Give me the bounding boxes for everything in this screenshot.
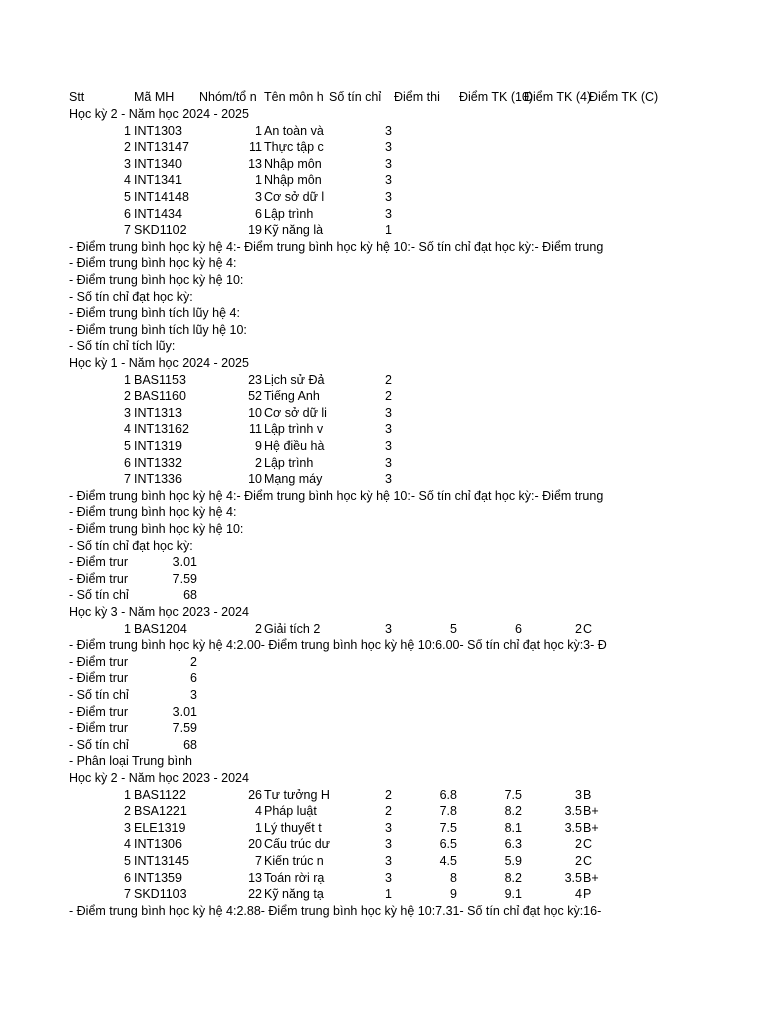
course-group: 4 bbox=[255, 804, 262, 819]
summary-value-row bbox=[0, 587, 768, 604]
course-stt: 1 bbox=[124, 621, 131, 636]
course-stt: 3 bbox=[124, 156, 131, 171]
course-credits: 3 bbox=[385, 123, 392, 138]
summary-text: - Điểm trung bình học kỳ hệ 10: bbox=[69, 522, 244, 536]
course-tk4: 3.5 bbox=[564, 870, 582, 885]
course-tkc: B bbox=[583, 787, 592, 802]
course-tk4 bbox=[524, 139, 582, 156]
header-row bbox=[0, 89, 768, 106]
course-exam bbox=[394, 388, 457, 405]
course-group: 2 bbox=[255, 621, 262, 636]
summary-row bbox=[0, 289, 768, 306]
course-exam bbox=[394, 471, 457, 488]
course-tk10 bbox=[459, 139, 522, 156]
course-group: 20 bbox=[248, 837, 262, 852]
course-code: BAS1160 bbox=[134, 389, 186, 404]
course-tk4: 2 bbox=[575, 837, 582, 852]
course-group: 10 bbox=[248, 472, 262, 487]
course-group: 13 bbox=[248, 156, 262, 171]
summary-value: 6 bbox=[190, 671, 197, 686]
course-name: Cơ sở dữ l bbox=[264, 190, 325, 204]
summary-value-row bbox=[0, 687, 768, 704]
course-tk4 bbox=[524, 123, 582, 140]
course-exam: 4.5 bbox=[439, 854, 457, 868]
course-stt: 5 bbox=[124, 439, 131, 453]
course-exam: 7.8 bbox=[439, 804, 457, 819]
course-exam bbox=[394, 421, 457, 438]
header-tkc: Điểm TK (C) bbox=[589, 90, 659, 104]
course-tk10 bbox=[459, 172, 522, 189]
course-tkc: C bbox=[583, 837, 593, 852]
course-tkc bbox=[583, 206, 654, 223]
course-exam: 6.5 bbox=[439, 837, 457, 852]
course-tk10: 6.3 bbox=[504, 837, 522, 852]
summary-row bbox=[0, 239, 768, 256]
course-tk10: 6 bbox=[515, 621, 522, 636]
summary-row bbox=[0, 305, 768, 322]
course-credits: 2 bbox=[385, 804, 392, 819]
course-credits: 3 bbox=[385, 422, 392, 437]
header-group: Nhóm/tổ n bbox=[199, 90, 257, 104]
course-tk10: 8.2 bbox=[504, 804, 522, 819]
summary-row bbox=[0, 504, 768, 521]
course-tk10 bbox=[459, 405, 522, 422]
header-credits: Số tín chỉ bbox=[329, 90, 382, 104]
semester-title: Học kỳ 2 - Năm học 2023 - 2024 bbox=[69, 771, 249, 785]
summary-value-row bbox=[0, 571, 768, 588]
course-tk4: 4 bbox=[575, 887, 582, 902]
course-group: 6 bbox=[255, 206, 262, 221]
course-code: INT13162 bbox=[134, 422, 189, 437]
semester-title-row bbox=[0, 604, 768, 621]
course-group: 52 bbox=[248, 389, 262, 404]
course-tkc: B+ bbox=[583, 820, 599, 835]
course-exam: 7.5 bbox=[439, 820, 457, 835]
course-tkc bbox=[583, 372, 654, 389]
course-stt: 5 bbox=[124, 854, 131, 868]
course-stt: 7 bbox=[124, 223, 131, 238]
summary-value-row bbox=[0, 670, 768, 687]
course-row bbox=[0, 853, 768, 870]
course-group: 9 bbox=[255, 439, 262, 453]
summary-row bbox=[0, 322, 768, 339]
course-credits: 2 bbox=[385, 372, 392, 387]
course-row bbox=[0, 621, 768, 638]
course-tkc bbox=[583, 438, 654, 455]
course-row bbox=[0, 820, 768, 837]
summary-row bbox=[0, 338, 768, 355]
semester-title-row bbox=[0, 106, 768, 123]
course-credits: 3 bbox=[385, 190, 392, 204]
course-group: 7 bbox=[255, 854, 262, 868]
course-name: Lập trình bbox=[264, 455, 314, 470]
course-tkc: C bbox=[583, 854, 593, 868]
course-tk10: 7.5 bbox=[504, 787, 522, 802]
course-code: ELE1319 bbox=[134, 820, 186, 835]
course-row bbox=[0, 455, 768, 472]
course-tkc bbox=[583, 471, 654, 488]
course-exam bbox=[394, 405, 457, 422]
course-code: INT13147 bbox=[134, 140, 189, 155]
course-tk4 bbox=[524, 405, 582, 422]
course-credits: 3 bbox=[385, 837, 392, 852]
course-code: INT1336 bbox=[134, 472, 182, 487]
course-code: INT1434 bbox=[134, 206, 182, 221]
course-row bbox=[0, 886, 768, 903]
course-tk4 bbox=[524, 222, 582, 239]
course-name: Thực tập c bbox=[264, 140, 324, 155]
summary-text: - Điểm trung bình tích lũy hệ 10: bbox=[69, 322, 247, 337]
summary-value-row bbox=[0, 720, 768, 737]
summary-row bbox=[0, 521, 768, 538]
course-tk10 bbox=[459, 156, 522, 173]
course-name: Giải tích 2 bbox=[264, 621, 321, 636]
course-name: Tiếng Anh bbox=[264, 389, 320, 404]
summary-value-row bbox=[0, 554, 768, 571]
course-credits: 3 bbox=[385, 206, 392, 221]
header-stt: Stt bbox=[69, 90, 85, 104]
course-name: Kỹ năng là bbox=[264, 223, 324, 238]
course-tkc bbox=[583, 139, 654, 156]
course-credits: 3 bbox=[385, 820, 392, 835]
summary-label: - Số tín chỉ bbox=[69, 588, 129, 603]
course-exam: 8 bbox=[450, 870, 457, 885]
header-exam: Điểm thi bbox=[394, 90, 440, 104]
course-tk10 bbox=[459, 123, 522, 140]
course-credits: 3 bbox=[385, 156, 392, 171]
course-row bbox=[0, 172, 768, 189]
course-code: SKD1103 bbox=[134, 887, 187, 902]
course-tk4 bbox=[524, 471, 582, 488]
course-name: Pháp luật bbox=[264, 804, 317, 819]
course-credits: 3 bbox=[385, 854, 392, 868]
summary-row bbox=[0, 753, 768, 770]
summary-text: - Điểm trung bình học kỳ hệ 4:- Điểm trung bình học kỳ hệ 10:- Số tín chỉ đạt học kỳ:- Điểm trung bbox=[69, 239, 604, 254]
course-tkc: B+ bbox=[583, 804, 599, 819]
course-credits: 3 bbox=[385, 621, 392, 636]
course-row bbox=[0, 156, 768, 173]
course-exam bbox=[394, 455, 457, 472]
header-code: Mã MH bbox=[134, 90, 175, 104]
course-name: Lịch sử Đả bbox=[264, 372, 325, 387]
course-tkc bbox=[583, 189, 654, 206]
summary-label: - Điểm trur bbox=[69, 555, 129, 570]
summary-text: - Số tín chỉ tích lũy: bbox=[69, 339, 176, 354]
course-stt: 4 bbox=[124, 173, 131, 188]
course-row bbox=[0, 803, 768, 820]
course-tk10 bbox=[459, 455, 522, 472]
summary-label: - Số tín chỉ bbox=[69, 737, 129, 752]
course-tk4 bbox=[524, 206, 582, 223]
course-stt: 5 bbox=[124, 190, 131, 204]
course-group: 1 bbox=[255, 173, 262, 188]
semester-title: Học kỳ 3 - Năm học 2023 - 2024 bbox=[69, 605, 249, 619]
course-credits: 2 bbox=[385, 389, 392, 404]
course-credits: 3 bbox=[385, 140, 392, 155]
course-credits: 3 bbox=[385, 439, 392, 453]
course-stt: 2 bbox=[124, 804, 131, 819]
course-tk4: 3.5 bbox=[564, 804, 582, 819]
header-tk4: Điểm TK (4) bbox=[524, 90, 592, 104]
course-name: Lập trình v bbox=[264, 422, 324, 437]
course-stt: 2 bbox=[124, 389, 131, 404]
summary-row bbox=[0, 538, 768, 555]
course-group: 23 bbox=[248, 372, 262, 387]
course-tk10: 9.1 bbox=[504, 887, 522, 902]
summary-text: - Điểm trung bình học kỳ hệ 10: bbox=[69, 273, 244, 287]
course-tkc bbox=[583, 222, 654, 239]
summary-value-row bbox=[0, 737, 768, 754]
course-tk10 bbox=[459, 372, 522, 389]
course-tk10 bbox=[459, 438, 522, 455]
course-credits: 3 bbox=[385, 455, 392, 470]
course-stt: 3 bbox=[124, 820, 131, 835]
course-group: 10 bbox=[248, 405, 262, 420]
course-row bbox=[0, 189, 768, 206]
course-tk10 bbox=[459, 206, 522, 223]
course-group: 11 bbox=[249, 422, 262, 437]
course-tk10 bbox=[459, 388, 522, 405]
course-code: INT1340 bbox=[134, 156, 182, 171]
course-tk10 bbox=[459, 421, 522, 438]
course-stt: 3 bbox=[124, 405, 131, 420]
course-name: Nhập môn bbox=[264, 173, 322, 188]
course-stt: 2 bbox=[124, 140, 131, 155]
course-stt: 4 bbox=[124, 422, 131, 437]
summary-text: - Số tín chỉ đạt học kỳ: bbox=[69, 289, 193, 304]
course-name: Mạng máy bbox=[264, 472, 323, 487]
summary-text: - Điểm trung bình học kỳ hệ 4:2.00- Điểm trung bình học kỳ hệ 10:6.00- Số tín chỉ đạt học kỳ:3- Đ bbox=[69, 638, 607, 653]
course-tkc bbox=[583, 172, 654, 189]
summary-row bbox=[0, 272, 768, 289]
course-code: INT1359 bbox=[134, 870, 182, 885]
course-code: INT1332 bbox=[134, 455, 182, 470]
course-row bbox=[0, 405, 768, 422]
course-exam bbox=[394, 139, 457, 156]
course-tk10 bbox=[459, 471, 522, 488]
course-tkc: B+ bbox=[583, 870, 599, 885]
course-name: Tư tưởng H bbox=[264, 787, 330, 802]
course-code: SKD1102 bbox=[134, 223, 187, 238]
course-exam: 9 bbox=[450, 887, 457, 902]
semester-title: Học kỳ 2 - Năm học 2024 - 2025 bbox=[69, 107, 249, 121]
course-credits: 1 bbox=[385, 887, 392, 902]
summary-value: 3 bbox=[190, 688, 197, 702]
course-row bbox=[0, 139, 768, 156]
course-stt: 6 bbox=[124, 206, 131, 221]
course-exam bbox=[394, 438, 457, 455]
course-row bbox=[0, 388, 768, 405]
course-exam bbox=[394, 172, 457, 189]
course-tk10: 5.9 bbox=[504, 854, 522, 868]
course-tk4 bbox=[524, 388, 582, 405]
summary-text: - Điểm trung bình học kỳ hệ 4: bbox=[69, 256, 237, 271]
course-row bbox=[0, 836, 768, 853]
course-group: 1 bbox=[255, 820, 262, 835]
course-group: 3 bbox=[255, 190, 262, 204]
course-tk4 bbox=[524, 421, 582, 438]
summary-value: 3.01 bbox=[172, 555, 197, 570]
course-tk10 bbox=[459, 189, 522, 206]
course-group: 19 bbox=[248, 223, 262, 238]
course-exam bbox=[394, 156, 457, 173]
course-group: 13 bbox=[248, 870, 262, 885]
course-stt: 6 bbox=[124, 870, 131, 885]
course-tkc bbox=[583, 388, 654, 405]
course-exam bbox=[394, 222, 457, 239]
course-exam bbox=[394, 189, 457, 206]
course-exam bbox=[394, 123, 457, 140]
course-tk4 bbox=[524, 438, 582, 455]
course-row bbox=[0, 471, 768, 488]
course-name: Nhập môn bbox=[264, 156, 322, 171]
course-credits: 2 bbox=[385, 787, 392, 802]
summary-label: - Điểm trur bbox=[69, 571, 129, 586]
course-code: INT1306 bbox=[134, 837, 182, 852]
course-stt: 6 bbox=[124, 455, 131, 470]
course-name: Kỹ năng tạ bbox=[264, 887, 324, 902]
course-code: BAS1204 bbox=[134, 621, 187, 636]
course-name: Toán rời rạ bbox=[264, 870, 325, 885]
course-code: INT1319 bbox=[134, 439, 182, 453]
course-code: BAS1122 bbox=[134, 787, 186, 802]
summary-label: - Điểm trur bbox=[69, 721, 129, 736]
semester-title: Học kỳ 1 - Năm học 2024 - 2025 bbox=[69, 356, 249, 370]
course-tk4: 2 bbox=[575, 621, 582, 636]
course-tkc: P bbox=[583, 887, 592, 902]
course-tkc bbox=[583, 156, 654, 173]
course-code: INT1341 bbox=[134, 173, 182, 188]
course-code: BSA1221 bbox=[134, 804, 187, 819]
course-row bbox=[0, 421, 768, 438]
course-tkc bbox=[583, 421, 654, 438]
course-stt: 7 bbox=[124, 472, 131, 487]
course-tk10: 8.2 bbox=[504, 870, 522, 885]
course-exam: 5 bbox=[450, 621, 457, 636]
course-row bbox=[0, 206, 768, 223]
course-group: 26 bbox=[248, 787, 262, 802]
summary-row bbox=[0, 488, 768, 505]
course-tk4: 3 bbox=[575, 787, 582, 802]
summary-text: - Số tín chỉ đạt học kỳ: bbox=[69, 538, 193, 553]
summary-label: - Điểm trur bbox=[69, 671, 129, 686]
course-tkc: C bbox=[583, 621, 593, 636]
course-row bbox=[0, 222, 768, 239]
course-name: Lập trình bbox=[264, 206, 314, 221]
course-stt: 4 bbox=[124, 837, 131, 852]
course-tk4 bbox=[524, 189, 582, 206]
course-stt: 7 bbox=[124, 887, 131, 902]
course-tk10 bbox=[459, 222, 522, 239]
course-code: INT14148 bbox=[134, 190, 189, 204]
course-row bbox=[0, 123, 768, 140]
summary-text: - Điểm trung bình tích lũy hệ 4: bbox=[69, 306, 240, 321]
course-stt: 1 bbox=[124, 787, 131, 802]
summary-value: 7.59 bbox=[172, 571, 197, 586]
course-name: An toàn và bbox=[264, 123, 324, 138]
summary-value: 68 bbox=[183, 737, 197, 752]
course-name: Hệ điều hà bbox=[264, 439, 325, 453]
course-stt: 1 bbox=[124, 372, 131, 387]
course-tk4 bbox=[524, 156, 582, 173]
course-tk4 bbox=[524, 172, 582, 189]
course-row bbox=[0, 787, 768, 804]
course-tkc bbox=[583, 123, 654, 140]
summary-text: - Điểm trung bình học kỳ hệ 4:2.88- Điểm trung bình học kỳ hệ 10:7.31- Số tín chỉ đạt học kỳ:16- bbox=[69, 903, 602, 918]
course-group: 22 bbox=[248, 887, 262, 902]
course-tk4: 2 bbox=[575, 854, 582, 868]
summary-label: - Điểm trur bbox=[69, 704, 129, 719]
course-row bbox=[0, 438, 768, 455]
course-row bbox=[0, 870, 768, 887]
course-code: INT1313 bbox=[134, 405, 182, 420]
course-group: 1 bbox=[255, 123, 262, 138]
header-name: Tên môn h bbox=[264, 90, 324, 104]
course-credits: 3 bbox=[385, 472, 392, 487]
summary-text: - Phân loại Trung bình bbox=[69, 754, 192, 769]
course-group: 11 bbox=[249, 140, 262, 155]
course-name: Cơ sở dữ li bbox=[264, 405, 327, 420]
course-name: Cấu trúc dư bbox=[264, 837, 331, 852]
course-exam: 6.8 bbox=[439, 787, 457, 802]
course-tkc bbox=[583, 455, 654, 472]
summary-row bbox=[0, 637, 768, 654]
course-credits: 3 bbox=[385, 173, 392, 188]
course-credits: 3 bbox=[385, 870, 392, 885]
course-tkc bbox=[583, 405, 654, 422]
course-exam bbox=[394, 206, 457, 223]
course-code: INT1303 bbox=[134, 123, 182, 138]
summary-value: 7.59 bbox=[172, 721, 197, 736]
course-credits: 3 bbox=[385, 405, 392, 420]
course-tk4 bbox=[524, 455, 582, 472]
summary-value-row bbox=[0, 704, 768, 721]
course-row bbox=[0, 372, 768, 389]
summary-label: - Điểm trur bbox=[69, 654, 129, 669]
summary-value-row bbox=[0, 654, 768, 671]
course-credits: 1 bbox=[385, 223, 392, 238]
course-name: Kiến trúc n bbox=[264, 854, 324, 868]
course-tk4 bbox=[524, 372, 582, 389]
course-tk10: 8.1 bbox=[504, 820, 522, 835]
summary-row bbox=[0, 255, 768, 272]
course-stt: 1 bbox=[124, 123, 131, 138]
course-code: BAS1153 bbox=[134, 372, 186, 387]
summary-row bbox=[0, 903, 768, 920]
semester-title-row bbox=[0, 770, 768, 787]
course-tk4: 3.5 bbox=[564, 820, 582, 835]
course-name: Lý thuyết t bbox=[264, 820, 322, 835]
course-exam bbox=[394, 372, 457, 389]
header-tk10: Điểm TK (10) bbox=[459, 90, 534, 104]
course-group: 2 bbox=[255, 455, 262, 470]
summary-value: 3.01 bbox=[172, 704, 197, 719]
summary-text: - Điểm trung bình học kỳ hệ 4: bbox=[69, 505, 237, 520]
semester-title-row bbox=[0, 355, 768, 372]
summary-value: 2 bbox=[190, 654, 197, 669]
summary-value: 68 bbox=[183, 588, 197, 603]
course-code: INT13145 bbox=[134, 854, 189, 868]
summary-label: - Số tín chỉ bbox=[69, 688, 129, 702]
summary-text: - Điểm trung bình học kỳ hệ 4:- Điểm trung bình học kỳ hệ 10:- Số tín chỉ đạt học kỳ:- Điểm trung bbox=[69, 488, 604, 503]
